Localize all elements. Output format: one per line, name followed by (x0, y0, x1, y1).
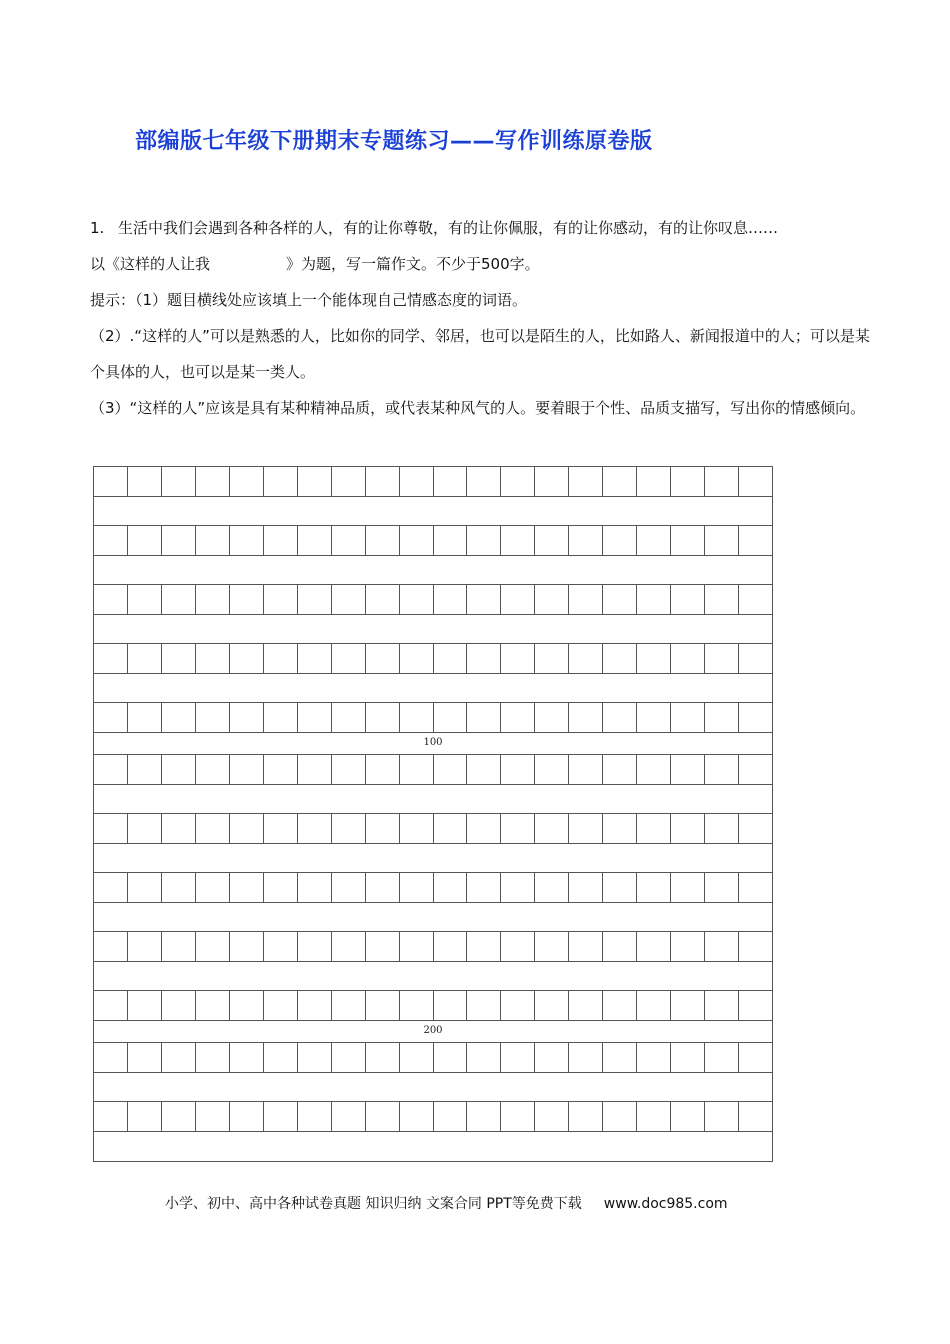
grid-cell[interactable] (569, 1043, 603, 1072)
grid-cell[interactable] (400, 703, 434, 732)
grid-cell[interactable] (196, 1102, 230, 1131)
grid-cell[interactable] (535, 1043, 569, 1072)
grid-cell[interactable] (162, 1102, 196, 1131)
grid-cell[interactable] (739, 703, 772, 732)
grid-cell[interactable] (94, 526, 128, 555)
grid-cell[interactable] (705, 1043, 739, 1072)
grid-cell[interactable] (603, 1043, 637, 1072)
grid-cell[interactable] (196, 585, 230, 614)
grid-cell[interactable] (603, 526, 637, 555)
grid-cell[interactable] (467, 526, 501, 555)
grid-cell[interactable] (467, 991, 501, 1020)
hint-2: （2）.“这样的人”可以是熟悉的人，比如你的同学、邻居，也可以是陌生的人，比如路人、新闻报道中的人；可以是某个具体的人，也可以是某一类人。 (90, 327, 870, 381)
grid-cell[interactable] (671, 703, 705, 732)
grid-cell[interactable] (94, 932, 128, 961)
grid-cell[interactable] (264, 932, 298, 961)
grid-cell[interactable] (230, 932, 264, 961)
grid-row[interactable] (94, 703, 772, 733)
grid-cell[interactable] (637, 814, 671, 843)
grid-cell[interactable] (366, 526, 400, 555)
grid-cell[interactable] (434, 1043, 468, 1072)
grid-cell[interactable] (705, 526, 739, 555)
grid-cell[interactable] (162, 991, 196, 1020)
grid-cell[interactable] (264, 467, 298, 496)
grid-row[interactable] (94, 991, 772, 1021)
grid-cell[interactable] (400, 1102, 434, 1131)
grid-cell[interactable] (535, 585, 569, 614)
grid-cell[interactable] (162, 1043, 196, 1072)
page-title: 部编版七年级下册期末专题练习——写作训练原卷版 (135, 129, 653, 154)
grid-cell[interactable] (196, 526, 230, 555)
grid-cell[interactable] (637, 1043, 671, 1072)
grid-cell[interactable] (535, 526, 569, 555)
grid-cell[interactable] (230, 991, 264, 1020)
grid-cell[interactable] (400, 814, 434, 843)
grid-cell[interactable] (603, 873, 637, 902)
grid-cell[interactable] (196, 755, 230, 784)
grid-cell[interactable] (128, 1102, 162, 1131)
grid-cell[interactable] (230, 873, 264, 902)
grid-spacer (94, 1021, 772, 1043)
grid-cell[interactable] (569, 467, 603, 496)
grid-row[interactable] (94, 1102, 772, 1132)
grid-cell[interactable] (264, 526, 298, 555)
grid-cell[interactable] (603, 703, 637, 732)
grid-cell[interactable] (162, 467, 196, 496)
grid-cell[interactable] (501, 585, 535, 614)
question-line-2 (90, 246, 870, 282)
grid-row[interactable] (94, 585, 772, 615)
grid-cell[interactable] (94, 1102, 128, 1131)
question-1 (90, 210, 870, 426)
grid-cell[interactable] (332, 873, 366, 902)
grid-cell[interactable] (671, 873, 705, 902)
footer (165, 1193, 728, 1213)
grid-spacer (94, 1132, 772, 1161)
grid-spacer (94, 674, 772, 703)
grid-cell[interactable] (535, 755, 569, 784)
grid-cell[interactable] (298, 932, 332, 961)
grid-cell[interactable] (298, 755, 332, 784)
grid-cell[interactable] (230, 1102, 264, 1131)
grid-cell[interactable] (230, 814, 264, 843)
grid-cell[interactable] (298, 814, 332, 843)
grid-cell[interactable] (94, 873, 128, 902)
grid-spacer (94, 733, 772, 755)
grid-cell[interactable] (196, 932, 230, 961)
grid-cell[interactable] (366, 703, 400, 732)
grid-cell[interactable] (332, 991, 366, 1020)
grid-cell[interactable] (128, 585, 162, 614)
grid-cell[interactable] (671, 585, 705, 614)
grid-cell[interactable] (739, 873, 772, 902)
grid-cell[interactable] (332, 1102, 366, 1131)
grid-cell[interactable] (196, 814, 230, 843)
grid-cell[interactable] (128, 932, 162, 961)
grid-cell[interactable] (196, 467, 230, 496)
grid-cell[interactable] (230, 703, 264, 732)
grid-cell[interactable] (467, 1102, 501, 1131)
grid-cell[interactable] (298, 1102, 332, 1131)
grid-cell[interactable] (230, 755, 264, 784)
grid-cell[interactable] (637, 1102, 671, 1131)
grid-spacer (94, 844, 772, 873)
grid-cell[interactable] (332, 1043, 366, 1072)
grid-cell[interactable] (637, 644, 671, 673)
grid-cell[interactable] (230, 467, 264, 496)
grid-cell[interactable] (705, 467, 739, 496)
grid-cell[interactable] (535, 467, 569, 496)
grid-cell[interactable] (569, 526, 603, 555)
grid-cell[interactable] (467, 644, 501, 673)
grid-cell[interactable] (739, 585, 772, 614)
grid-row[interactable] (94, 644, 772, 674)
grid-cell[interactable] (501, 873, 535, 902)
grid-cell[interactable] (196, 991, 230, 1020)
grid-cell[interactable] (264, 1102, 298, 1131)
grid-cell[interactable] (569, 703, 603, 732)
grid-cell[interactable] (671, 1043, 705, 1072)
grid-cell[interactable] (332, 755, 366, 784)
grid-cell[interactable] (739, 644, 772, 673)
grid-cell[interactable] (434, 991, 468, 1020)
grid-cell[interactable] (298, 1043, 332, 1072)
grid-cell[interactable] (535, 932, 569, 961)
grid-spacer (94, 497, 772, 526)
grid-cell[interactable] (264, 873, 298, 902)
grid-cell[interactable] (366, 1043, 400, 1072)
grid-cell[interactable] (535, 814, 569, 843)
grid-spacer (94, 785, 772, 814)
grid-cell[interactable] (705, 932, 739, 961)
grid-cell[interactable] (298, 526, 332, 555)
grid-cell[interactable] (671, 932, 705, 961)
word-count-mark: 200 (423, 1025, 443, 1036)
grid-cell[interactable] (128, 526, 162, 555)
grid-cell[interactable] (264, 703, 298, 732)
grid-cell[interactable] (196, 873, 230, 902)
grid-spacer (94, 1073, 772, 1102)
grid-cell[interactable] (501, 814, 535, 843)
grid-cell[interactable] (637, 755, 671, 784)
grid-cell[interactable] (637, 703, 671, 732)
grid-cell[interactable] (501, 703, 535, 732)
grid-cell[interactable] (162, 755, 196, 784)
grid-cell[interactable] (739, 932, 772, 961)
grid-cell[interactable] (637, 467, 671, 496)
grid-cell[interactable] (264, 1043, 298, 1072)
grid-cell[interactable] (94, 814, 128, 843)
grid-cell[interactable] (434, 873, 468, 902)
grid-cell[interactable] (298, 991, 332, 1020)
grid-cell[interactable] (535, 991, 569, 1020)
grid-cell[interactable] (467, 467, 501, 496)
grid-cell[interactable] (400, 1043, 434, 1072)
grid-cell[interactable] (264, 644, 298, 673)
grid-cell[interactable] (332, 467, 366, 496)
grid-cell[interactable] (94, 467, 128, 496)
grid-cell[interactable] (366, 814, 400, 843)
grid-cell[interactable] (400, 932, 434, 961)
grid-cell[interactable] (332, 932, 366, 961)
grid-cell[interactable] (569, 932, 603, 961)
grid-cell[interactable] (332, 526, 366, 555)
grid-cell[interactable] (501, 991, 535, 1020)
grid-cell[interactable] (128, 814, 162, 843)
grid-cell[interactable] (128, 703, 162, 732)
grid-cell[interactable] (603, 1102, 637, 1131)
grid-cell[interactable] (230, 1043, 264, 1072)
grid-cell[interactable] (162, 644, 196, 673)
grid-cell[interactable] (705, 814, 739, 843)
hint-1: 提示：（1）题目横线处应该填上一个能体现自己情感态度的词语。 (90, 291, 528, 309)
grid-cell[interactable] (535, 1102, 569, 1131)
grid-cell[interactable] (366, 932, 400, 961)
grid-cell[interactable] (467, 755, 501, 784)
grid-cell[interactable] (94, 755, 128, 784)
grid-cell[interactable] (739, 467, 772, 496)
grid-cell[interactable] (671, 467, 705, 496)
word-count-mark: 100 (423, 737, 443, 748)
grid-cell[interactable] (434, 1102, 468, 1131)
question-line-1 (90, 210, 870, 246)
grid-cell[interactable] (501, 755, 535, 784)
grid-cell[interactable] (264, 991, 298, 1020)
question-number: 1. (90, 219, 105, 237)
grid-cell[interactable] (467, 814, 501, 843)
grid-cell[interactable] (264, 585, 298, 614)
grid-cell[interactable] (298, 467, 332, 496)
grid-cell[interactable] (162, 873, 196, 902)
grid-cell[interactable] (739, 1043, 772, 1072)
grid-cell[interactable] (501, 467, 535, 496)
grid-cell[interactable] (467, 1043, 501, 1072)
grid-cell[interactable] (535, 703, 569, 732)
grid-cell[interactable] (94, 991, 128, 1020)
footer-site: www.doc985.com (603, 1196, 728, 1212)
hint-3: （3）“这样的人”应该是具有某种精神品质，或代表某种风气的人。要着眼于个性、品质支描写，写出你的情感倾向。 (90, 399, 866, 417)
grid-cell[interactable] (434, 585, 468, 614)
grid-cell[interactable] (569, 873, 603, 902)
grid-cell[interactable] (705, 585, 739, 614)
grid-cell[interactable] (705, 1102, 739, 1131)
grid-cell[interactable] (637, 873, 671, 902)
grid-cell[interactable] (128, 755, 162, 784)
grid-cell[interactable] (366, 1102, 400, 1131)
grid-cell[interactable] (535, 873, 569, 902)
grid-cell[interactable] (162, 526, 196, 555)
grid-cell[interactable] (467, 873, 501, 902)
grid-cell[interactable] (671, 991, 705, 1020)
grid-cell[interactable] (637, 932, 671, 961)
grid-cell[interactable] (569, 755, 603, 784)
grid-cell[interactable] (739, 526, 772, 555)
grid-cell[interactable] (128, 873, 162, 902)
grid-cell[interactable] (705, 755, 739, 784)
grid-cell[interactable] (501, 1102, 535, 1131)
grid-cell[interactable] (298, 644, 332, 673)
grid-row[interactable] (94, 467, 772, 497)
grid-cell[interactable] (637, 585, 671, 614)
grid-cell[interactable] (739, 755, 772, 784)
grid-cell[interactable] (603, 755, 637, 784)
grid-cell[interactable] (332, 814, 366, 843)
grid-cell[interactable] (366, 755, 400, 784)
grid-cell[interactable] (162, 814, 196, 843)
grid-cell[interactable] (264, 814, 298, 843)
grid-cell[interactable] (501, 526, 535, 555)
grid-cell[interactable] (400, 467, 434, 496)
grid-cell[interactable] (739, 814, 772, 843)
grid-cell[interactable] (434, 814, 468, 843)
grid-cell[interactable] (603, 467, 637, 496)
grid-cell[interactable] (332, 644, 366, 673)
grid-cell[interactable] (434, 932, 468, 961)
grid-cell[interactable] (366, 991, 400, 1020)
grid-spacer (94, 556, 772, 585)
grid-cell[interactable] (400, 526, 434, 555)
grid-cell[interactable] (366, 585, 400, 614)
grid-row[interactable] (94, 526, 772, 556)
grid-spacer (94, 903, 772, 932)
question-text-2a: 以《这样的人让我 (90, 255, 211, 273)
grid-row[interactable] (94, 932, 772, 962)
grid-cell[interactable] (162, 703, 196, 732)
grid-cell[interactable] (196, 1043, 230, 1072)
grid-cell[interactable] (467, 585, 501, 614)
grid-cell[interactable] (434, 526, 468, 555)
grid-cell[interactable] (434, 644, 468, 673)
grid-cell[interactable] (400, 873, 434, 902)
grid-cell[interactable] (603, 644, 637, 673)
grid-cell[interactable] (467, 703, 501, 732)
writing-grid[interactable] (93, 466, 773, 1162)
grid-cell[interactable] (128, 1043, 162, 1072)
grid-spacer (94, 962, 772, 991)
grid-cell[interactable] (671, 1102, 705, 1131)
grid-cell[interactable] (434, 755, 468, 784)
grid-cell[interactable] (94, 644, 128, 673)
grid-cell[interactable] (94, 585, 128, 614)
grid-cell[interactable] (671, 526, 705, 555)
grid-cell[interactable] (603, 585, 637, 614)
grid-cell[interactable] (671, 814, 705, 843)
grid-cell[interactable] (434, 703, 468, 732)
grid-cell[interactable] (298, 585, 332, 614)
grid-row[interactable] (94, 755, 772, 785)
grid-cell[interactable] (196, 703, 230, 732)
grid-cell[interactable] (332, 703, 366, 732)
grid-cell[interactable] (603, 991, 637, 1020)
grid-cell[interactable] (637, 526, 671, 555)
grid-cell[interactable] (569, 991, 603, 1020)
question-text-2b: 》为题，写一篇作文。不少于500字。 (286, 255, 540, 273)
grid-cell[interactable] (501, 644, 535, 673)
grid-cell[interactable] (332, 585, 366, 614)
grid-cell[interactable] (400, 755, 434, 784)
grid-cell[interactable] (230, 526, 264, 555)
grid-cell[interactable] (535, 644, 569, 673)
grid-cell[interactable] (94, 1043, 128, 1072)
grid-row[interactable] (94, 814, 772, 844)
grid-cell[interactable] (705, 703, 739, 732)
grid-cell[interactable] (569, 644, 603, 673)
grid-cell[interactable] (569, 585, 603, 614)
grid-cell[interactable] (128, 467, 162, 496)
grid-cell[interactable] (128, 644, 162, 673)
grid-cell[interactable] (671, 644, 705, 673)
grid-cell[interactable] (569, 1102, 603, 1131)
grid-cell[interactable] (434, 467, 468, 496)
grid-cell[interactable] (366, 873, 400, 902)
grid-cell[interactable] (569, 814, 603, 843)
grid-cell[interactable] (162, 585, 196, 614)
grid-cell[interactable] (366, 644, 400, 673)
grid-cell[interactable] (603, 932, 637, 961)
grid-cell[interactable] (739, 991, 772, 1020)
grid-cell[interactable] (298, 703, 332, 732)
grid-cell[interactable] (637, 991, 671, 1020)
grid-cell[interactable] (298, 873, 332, 902)
grid-row[interactable] (94, 873, 772, 903)
grid-cell[interactable] (162, 932, 196, 961)
grid-cell[interactable] (400, 991, 434, 1020)
grid-cell[interactable] (94, 703, 128, 732)
grid-spacer (94, 615, 772, 644)
grid-cell[interactable] (501, 932, 535, 961)
grid-cell[interactable] (366, 467, 400, 496)
grid-cell[interactable] (705, 644, 739, 673)
grid-cell[interactable] (603, 814, 637, 843)
grid-cell[interactable] (501, 1043, 535, 1072)
grid-cell[interactable] (230, 644, 264, 673)
grid-row[interactable] (94, 1043, 772, 1073)
question-text-1: 生活中我们会遇到各种各样的人，有的让你尊敬，有的让你佩服，有的让你感动，有的让你叹息…… (118, 219, 779, 237)
grid-cell[interactable] (128, 991, 162, 1020)
grid-cell[interactable] (705, 991, 739, 1020)
grid-cell[interactable] (230, 585, 264, 614)
footer-text: 小学、初中、高中各种试卷真题 知识归纳 文案合同 PPT等免费下载 (165, 1196, 582, 1212)
grid-cell[interactable] (196, 644, 230, 673)
grid-cell[interactable] (400, 644, 434, 673)
grid-cell[interactable] (264, 755, 298, 784)
grid-cell[interactable] (671, 755, 705, 784)
grid-cell[interactable] (400, 585, 434, 614)
grid-cell[interactable] (739, 1102, 772, 1131)
grid-cell[interactable] (467, 932, 501, 961)
grid-cell[interactable] (705, 873, 739, 902)
